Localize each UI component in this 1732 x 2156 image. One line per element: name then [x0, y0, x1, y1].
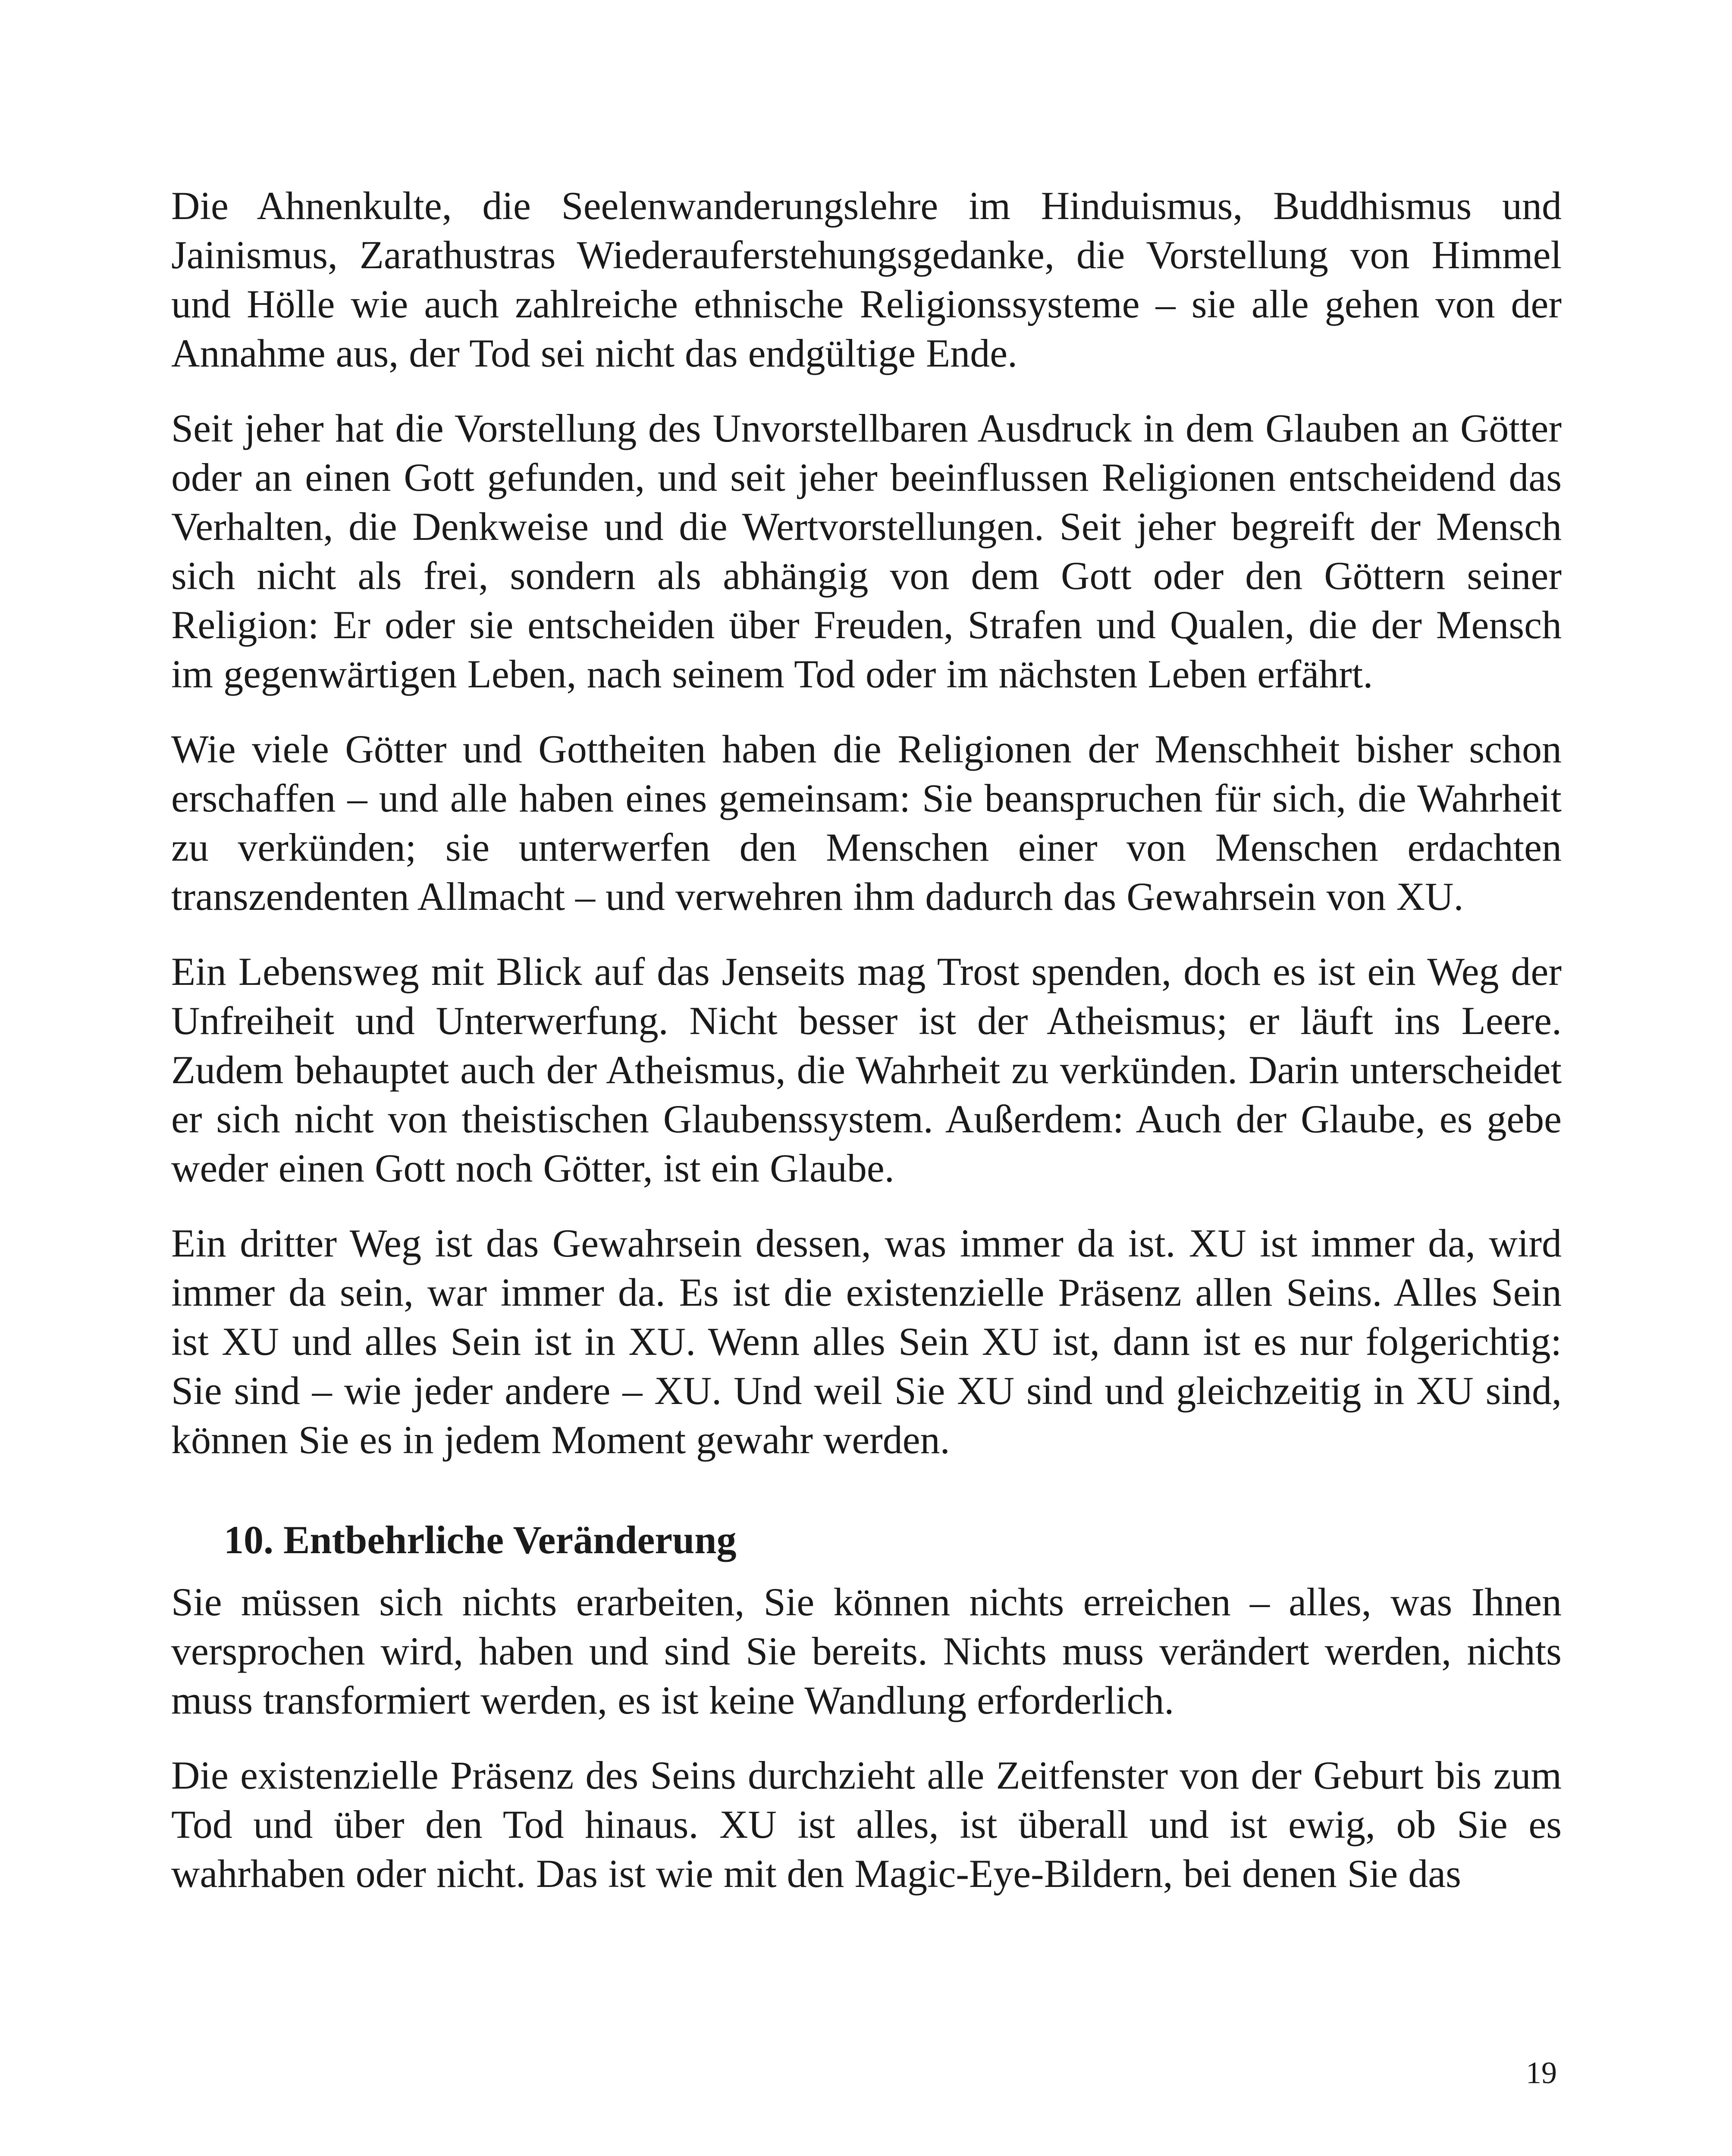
- paragraph-seit-jeher: Seit jeher hat die Vorstellung des Unvorstellbaren Ausdruck in dem Glauben an Götter oder an einen Gott gefunden, und seit jeher beeinflussen Religionen entscheidend das Verhalten, die Denkweise und die Wertvorstellungen. Seit jeher begreift der Mensch sich nicht als frei, sondern als abhängig von dem Gott oder den Göttern seiner Religion: Er oder sie entscheiden über Freuden, Strafen und Qualen, die der Mensch im gegenwärtigen Leben, nach seinem Tod oder im nächsten Leben erfährt.: [171, 406, 1562, 696]
- paragraph-ahnenkulte: Die Ahnenkulte, die Seelenwanderungslehre im Hinduismus, Buddhismus und Jainismus, Zarathustras Wiederauferstehungsgedanke, die Vorstellung von Himmel und Hölle wie auch zahlreiche ethnische Religionssysteme – sie alle gehen von der Annahme aus, der Tod sei nicht das endgültige Ende.: [171, 184, 1562, 375]
- paragraph-existenzielle-praesenz: Die existenzielle Präsenz des Seins durchzieht alle Zeitfenster von der Geburt bis zum Tod und über den Tod hinaus. XU ist alles, ist überall und ist ewig, ob Sie es wahrhaben oder nicht. Das ist wie mit den Magic-Eye-Bildern, bei denen Sie das: [171, 1753, 1562, 1896]
- page-body: [171, 181, 1562, 1924]
- paragraph-nichts-erarbeiten: Sie müssen sich nichts erarbeiten, Sie können nichts erreichen – alles, was Ihnen versprochen wird, haben und sind Sie bereits. Nichts muss verändert werden, nichts muss transformiert werden, es ist keine Wandlung erforderlich.: [171, 1580, 1562, 1722]
- section-heading: 10. Entbehrliche Veränderung: [224, 1518, 737, 1562]
- paragraph-lebensweg: Ein Lebensweg mit Blick auf das Jenseits mag Trost spenden, doch es ist ein Weg der Unfreiheit und Unterwerfung. Nicht besser ist der Atheismus; er läuft ins Leere. Zudem behauptet auch der Atheismus, die Wahrheit zu verkünden. Darin unterscheidet er sich nicht von theistischen Glaubenssystem. Außerdem: Auch der Glaube, es gebe weder einen Gott noch Götter, ist ein Glaube.: [171, 950, 1562, 1190]
- paragraph-dritter-weg: Ein dritter Weg ist das Gewahrsein dessen, was immer da ist. XU ist immer da, wird immer da sein, war immer da. Es ist die existenzielle Präsenz allen Seins. Alles Sein ist XU und alles Sein ist in XU. Wenn alles Sein XU ist, dann ist es nur folgerichtig: Sie sind – wie jeder andere – XU. Und weil Sie XU sind und gleichzeitig in XU sind, können Sie es in jedem Moment gewahr werden.: [171, 1221, 1562, 1462]
- page-number: 19: [1526, 2056, 1557, 2090]
- paragraph-goetter: Wie viele Götter und Gottheiten haben die Religionen der Menschheit bisher schon erschaffen – und alle haben eines gemeinsam: Sie beanspruchen für sich, die Wahrheit zu verkünden; sie unterwerfen den Menschen einer von Menschen erdachten transzendenten Allmacht – und verwehren ihm dadurch das Gewahrsein von XU.: [171, 727, 1562, 918]
